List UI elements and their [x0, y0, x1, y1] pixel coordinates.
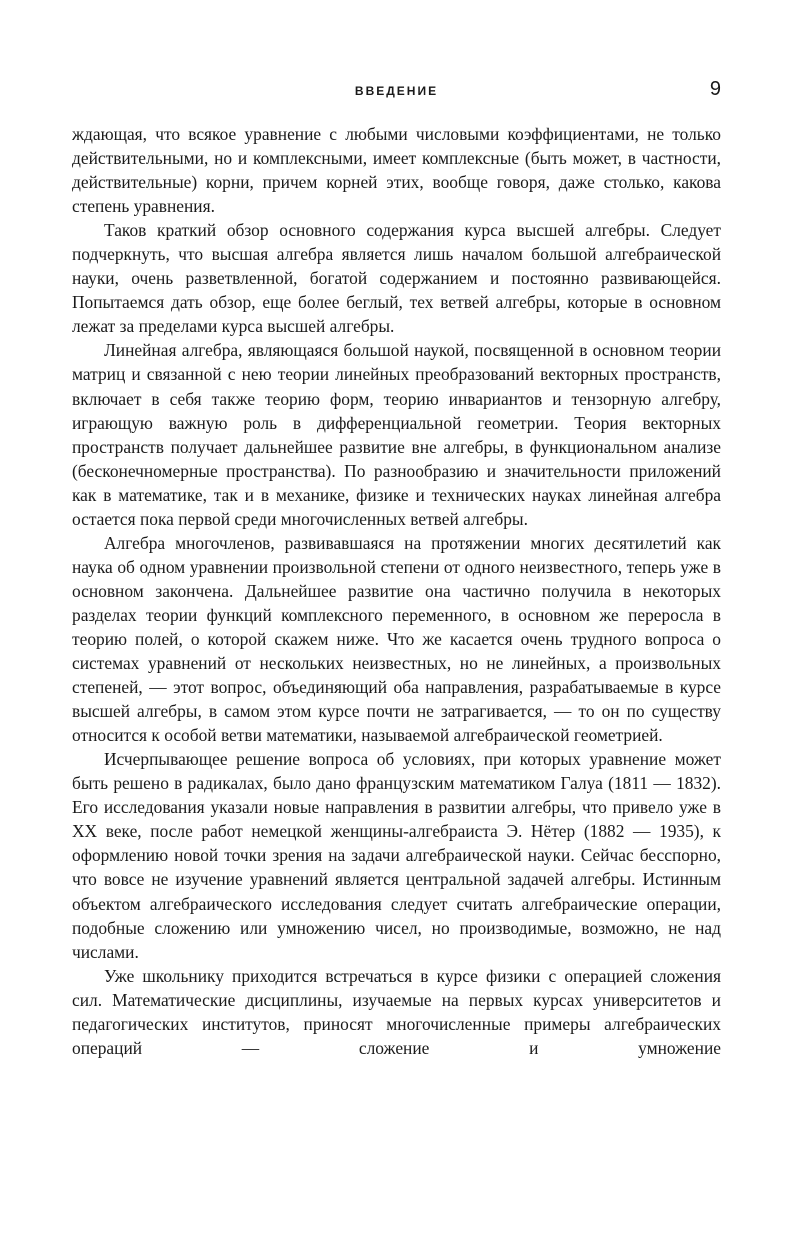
paragraph-2: Таков краткий обзор основного содержания курса высшей алгебры. Следует подчеркнуть, что высшая алгебра является лишь началом большой алгебраической науки, очень разветвленной, богатой содержанием и постоянно развивающейся. Попытаемся дать обзор, еще более беглый, тех ветвей алгебры, которые в основном лежат за пределами курса высшей алгебры. — [72, 220, 721, 337]
paragraph-6: Уже школьнику приходится встречаться в курсе физики с операцией сложения сил. Математические дисциплины, изучаемые на первых курсах университетов и педагогических институтов, приносят многочисленные примеры алгебраических операций — сложение и умножение — [72, 965, 721, 1058]
paragraph-1: ждающая, что всякое уравнение с любыми числовыми коэффициентами, не только действительными, но и комплексными, имеет комплексные (быть может, в частности, действительные) корни, причем корней этих, вообще говоря, даже столько, какова степень уравнения. — [72, 124, 721, 217]
page-number: 9 — [709, 78, 721, 100]
book-page — [72, 78, 721, 1060]
running-head — [72, 78, 721, 110]
body-text — [72, 122, 721, 1060]
paragraph-5: Исчерпывающее решение вопроса об условиях, при которых уравнение может быть решено в радикалах, было дано французским математиком Галуа (1811 — 1832). Его исследования указали новые направления в развитии алгебры, что привело уже в XX веке, после работ немецкой женщины-алгебраиста Э. Нётер (1882 — 1935), к оформлению новой точки зрения на задачи алгебраической науки. Сейчас бесспорно, что вовсе не изучение уравнений является центральной задачей алгебры. Истинным объектом алгебраического исследования следует считать алгебраические операции, подобные сложению или умножению чисел, но производимые, возможно, не над числами. — [72, 749, 721, 962]
paragraph-3: Линейная алгебра, являющаяся большой наукой, посвященной в основном теории матриц и связанной с нею теории линейных преобразований векторных пространств, включает в себя также теорию форм, теорию инвариантов и тензорную алгебру, играющую важную роль в дифференциальной геометрии. Теория векторных пространств получает дальнейшее развитие вне алгебры, в функциональном анализе (бесконечномерные пространства). По разнообразию и значительности приложений как в математике, так и в механике, физике и технических науках линейная алгебра остается пока первой среди многочисленных ветвей алгебры. — [72, 340, 721, 529]
running-title: ВВЕДЕНИЕ — [354, 84, 439, 98]
paragraph-4: Алгебра многочленов, развивавшаяся на протяжении многих десятилетий как наука об одном уравнении произвольной степени от одного неизвестного, теперь уже в основном закончена. Дальнейшее развитие она частично получила в некоторых разделах теории функций комплексного переменного, в основном же переросла в теорию полей, о которой скажем ниже. Что же касается очень трудного вопроса о системах уравнений от нескольких неизвестных, но не линейных, а произвольных степеней, — этот вопрос, объединяющий оба направления, разрабатываемые в курсе высшей алгебры, в самом этом курсе почти не затрагивается, — то он по существу относится к особой ветви математики, называемой алгебраической геометрией. — [72, 532, 721, 746]
